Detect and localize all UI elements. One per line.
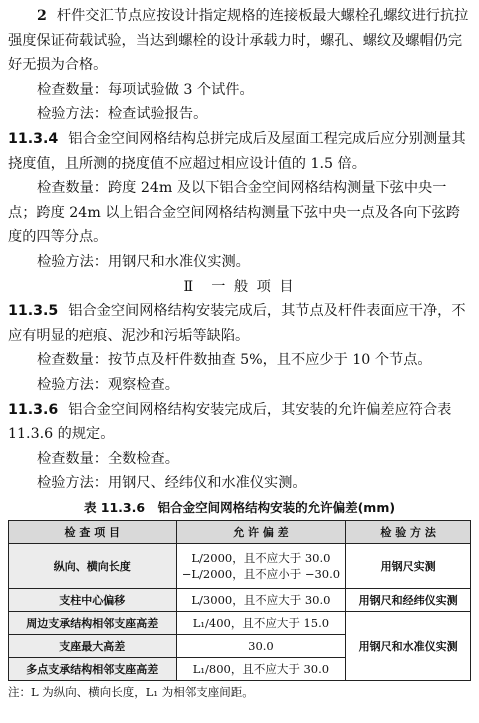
clause-text: 铝合金空间网格结构总拼完成后及屋面工程完成后应分别测量其挠度值，且所测的挠度值不应超过相应设计值的 1.5 倍。	[8, 130, 466, 172]
row-tolerance: 30.0	[176, 634, 346, 657]
table-row	[9, 588, 471, 611]
paragraph-item-2	[8, 4, 471, 78]
item-2-text: 杆件交汇节点应按设计指定规格的连接板最大螺栓孔螺纹进行抗拉强度保证荷载试验，当达到螺栓的设计承载力时，螺孔、螺纹及螺帽仍完好无损为合格。	[8, 8, 469, 74]
clause-number: 11.3.5	[8, 303, 59, 320]
header-inspection-method: 检 验 方 法	[346, 520, 471, 543]
tolerance-table	[8, 520, 471, 681]
table-row	[9, 611, 471, 634]
clause-11-3-5	[8, 299, 471, 348]
inspection-method-3: 检验方法：观察检查。	[37, 376, 179, 393]
row-method: 用钢尺和水准仪实测	[346, 611, 471, 680]
row-tolerance: L/3000，且不应大于 30.0	[176, 588, 346, 611]
clause-11-3-6	[8, 398, 471, 447]
tolerance-upper: L/2000，且不应大于 30.0	[191, 550, 331, 565]
clause-text: 铝合金空间网格结构安装完成后，其安装的允许偏差应符合表 11.3.6 的规定。	[8, 401, 452, 443]
tolerance-lower: −L/2000，且不应小于 −30.0	[181, 566, 341, 581]
inspection-quantity-4: 检查数量：全数检查。	[37, 450, 179, 467]
inspection-method-2: 检验方法：用钢尺和水准仪实测。	[37, 253, 250, 270]
table-caption: 表 11.3.6 铝合金空间网格结构安装的允许偏差(mm)	[83, 499, 396, 515]
row-item: 纵向、横向长度	[9, 543, 177, 588]
section-title: Ⅱ 一 般 项 目	[183, 278, 296, 295]
table-note: 注：L 为纵向、横向长度，L₁ 为相邻支座间距。	[8, 684, 254, 699]
row-tolerance: L₁/400，且不应大于 15.0	[176, 611, 346, 634]
row-method: 用钢尺和经纬仪实测	[346, 588, 471, 611]
row-item: 多点支承结构相邻支座高差	[9, 657, 177, 680]
clause-text: 铝合金空间网格结构安装完成后，其节点及杆件表面应干净，不应有明显的疤痕、泥沙和污垢等缺陷。	[8, 303, 466, 344]
clause-number: 11.3.4	[8, 130, 59, 147]
row-item: 周边支承结构相邻支座高差	[9, 611, 177, 634]
row-item: 支座最大高差	[9, 634, 177, 657]
table-row	[9, 543, 471, 588]
inspection-method-4: 检验方法：用钢尺、经纬仪和水准仪实测。	[37, 475, 307, 492]
row-tolerance: L₁/800，且不应大于 30.0	[176, 657, 346, 680]
clause-number: 11.3.6	[8, 401, 59, 418]
inspection-method-1: 检验方法：检查试验报告。	[37, 106, 208, 123]
row-item: 支柱中心偏移	[9, 588, 177, 611]
inspection-quantity-2: 检查数量：跨度 24m 及以下铝合金空间网格结构测量下弦中央一点；跨度 24m 以上铝合金空间网格结构测量下弦中央一点及各向下弦跨度的四等分点。	[8, 180, 460, 246]
inspection-quantity-3: 检查数量：按节点及杆件数抽查 5%，且不应少于 10 个节点。	[37, 352, 432, 369]
table-header-row	[9, 520, 471, 543]
header-allowed-deviation: 允 许 偏 差	[176, 520, 346, 543]
inspection-quantity-1: 检查数量：每项试验做 3 个试件。	[37, 81, 254, 98]
item-number: 2	[37, 8, 47, 24]
row-tolerance	[176, 543, 346, 588]
header-inspection-item: 检 查 项 目	[9, 520, 177, 543]
row-method: 用钢尺实测	[346, 543, 471, 588]
clause-11-3-4	[8, 127, 471, 176]
